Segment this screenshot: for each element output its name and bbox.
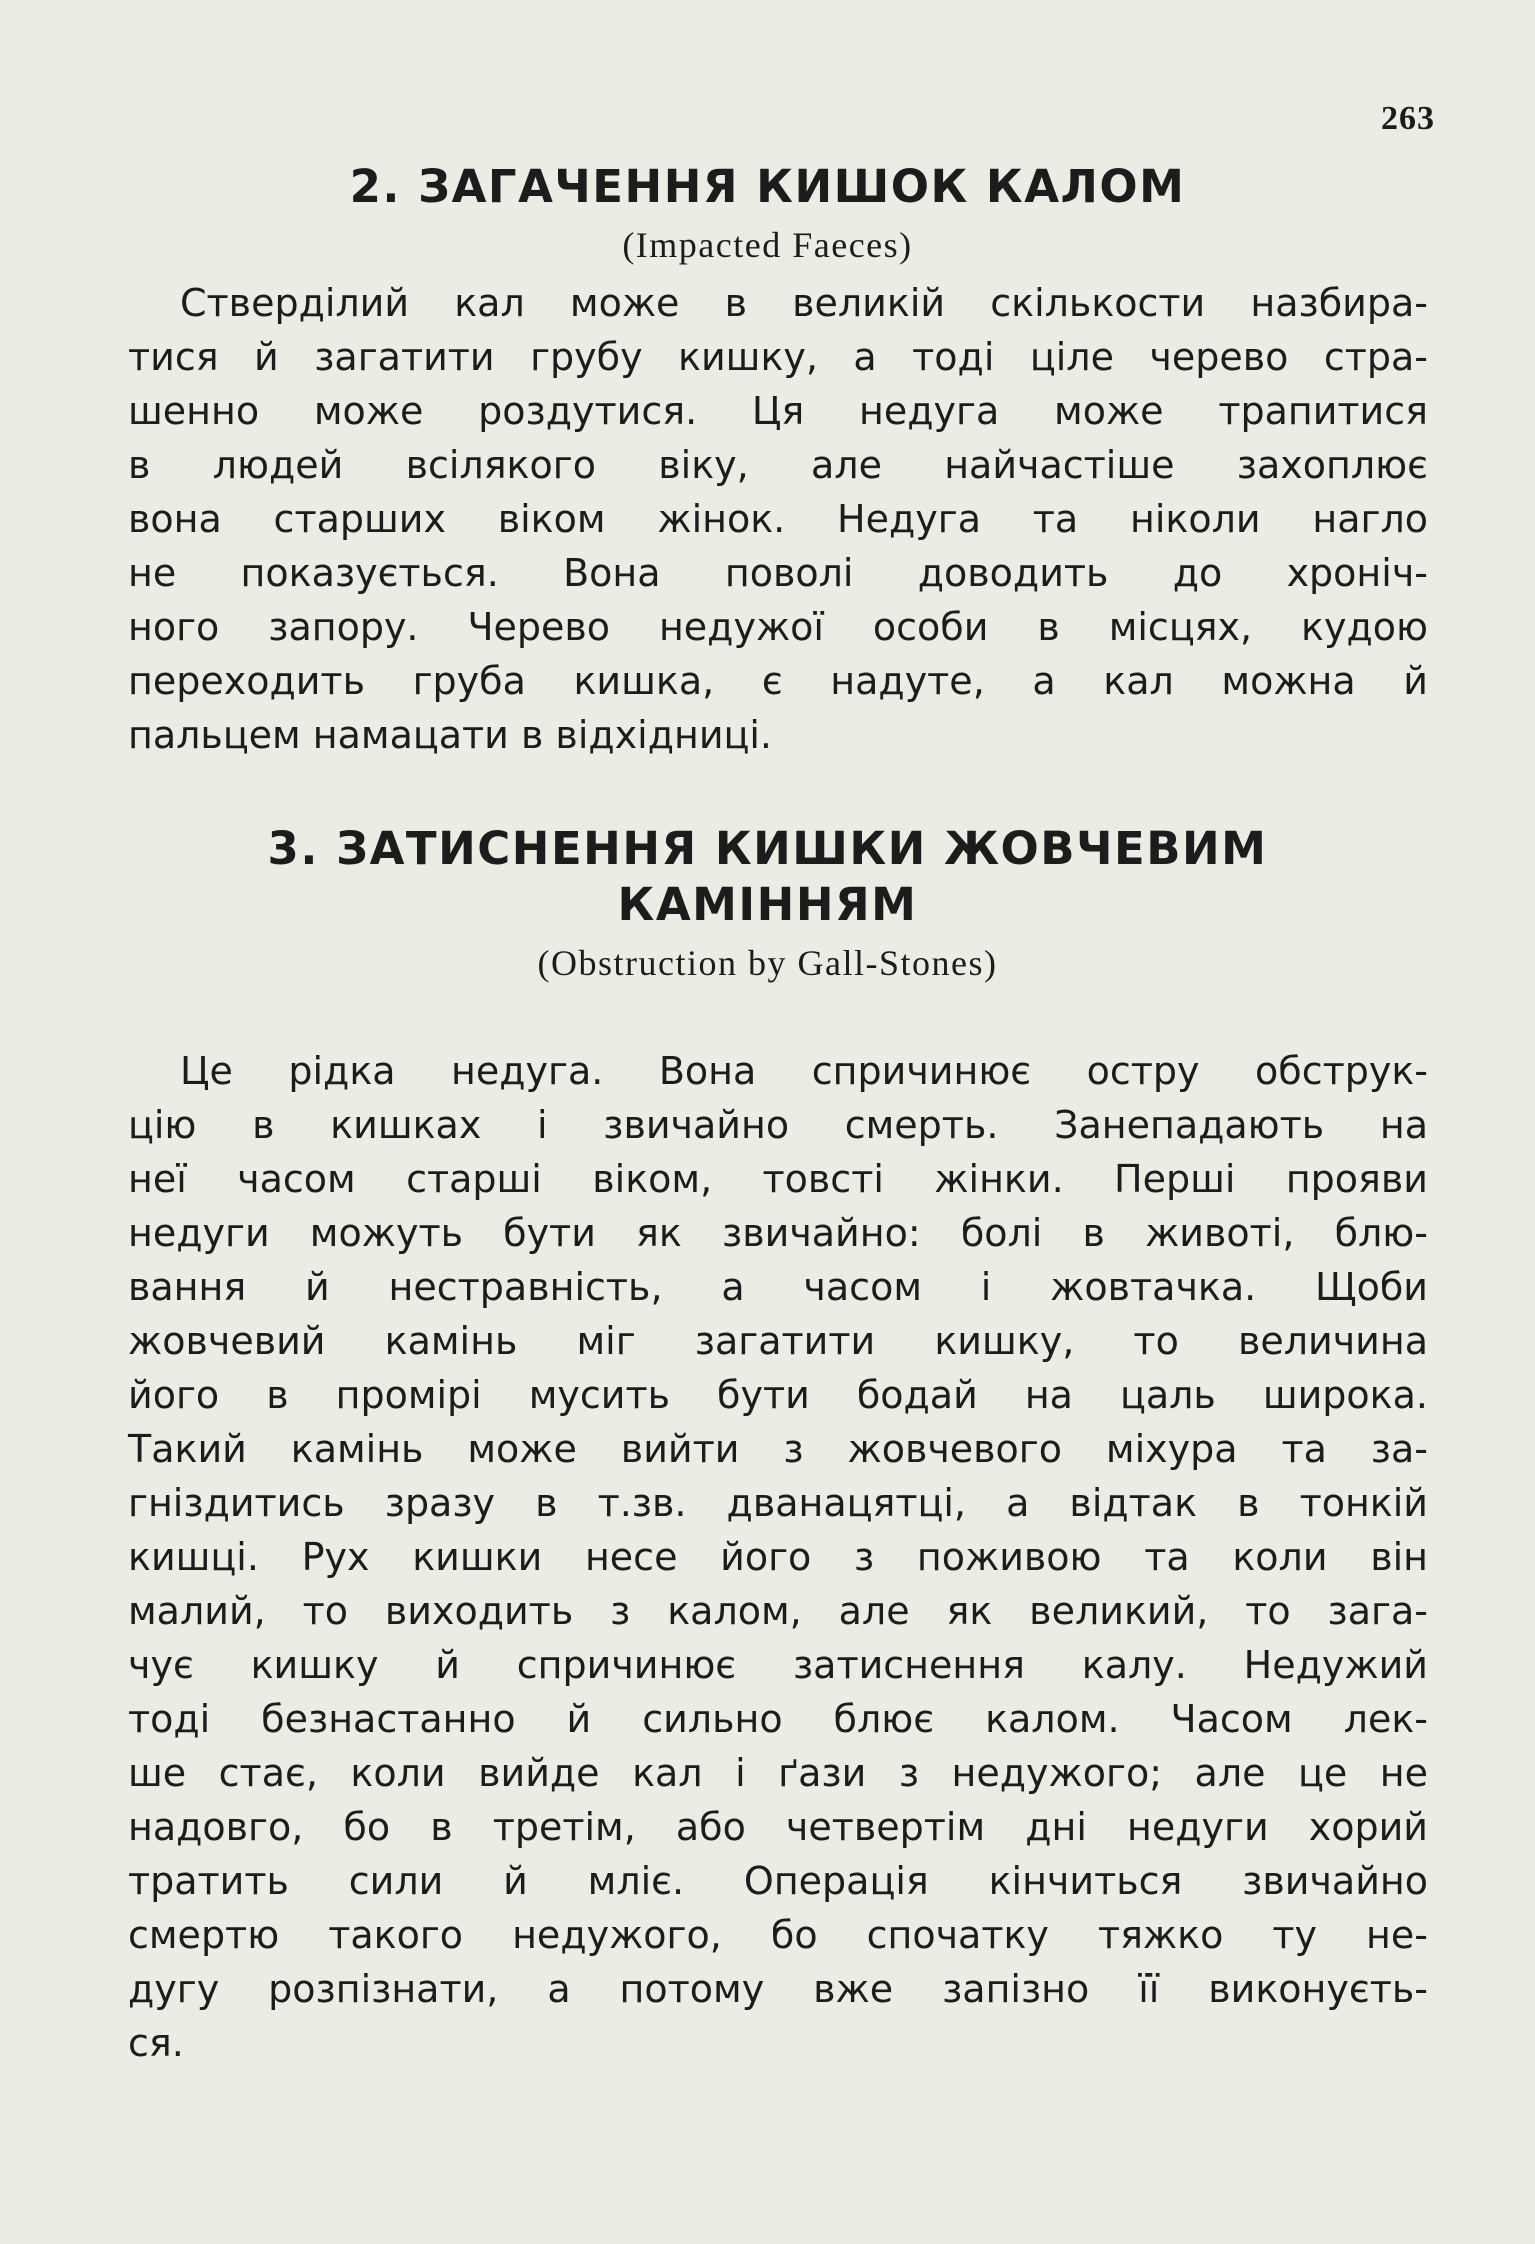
page-number: 263: [1381, 100, 1435, 137]
section-3-line: кишці. Рух кишки несе його з поживою та коли він: [128, 1535, 1428, 1579]
section-2-line: в людей всілякого віку, але найчастіше захоплює: [128, 443, 1428, 487]
section-3-title-line-2: КАМІННЯМ: [617, 878, 918, 931]
section-2-line: тися й загатити грубу кишку, а тоді ціле черево стра-: [128, 335, 1428, 379]
section-3-title-line-1: 3. ЗАТИСНЕННЯ КИШКИ ЖОВЧЕВИМ: [267, 822, 1268, 875]
section-3-line: смертю такого недужого, бо спочатку тяжко ту не-: [128, 1913, 1428, 1957]
section-3-subtitle: (Obstruction by Gall-Stones): [537, 943, 998, 983]
section-3-line: Такий камінь може вийти з жовчевого міхура та за-: [128, 1427, 1428, 1471]
section-2-line: шенно може роздутися. Ця недуга може трапитися: [128, 389, 1428, 433]
section-2-line: вона старших віком жінок. Недуга та ніколи нагло: [128, 497, 1428, 541]
section-3-line: тоді безнастанно й сильно блює калом. Часом лек-: [128, 1697, 1428, 1741]
section-3-line: вання й нестравність, а часом і жовтачка. Щоби: [128, 1265, 1428, 1309]
section-2-line: не показується. Вона поволі доводить до хроніч-: [128, 551, 1428, 595]
section-3-line: ся.: [128, 2021, 184, 2065]
section-3-line: ше стає, коли вийде кал і ґази з недужого; але це не: [128, 1751, 1428, 1795]
section-3-line: жовчевий камінь міг загатити кишку, то величина: [128, 1319, 1428, 1363]
section-2-title: 2. ЗАГАЧЕННЯ КИШОК КАЛОМ: [349, 160, 1186, 213]
section-3-line: чує кишку й спричинює затиснення калу. Недужий: [128, 1643, 1428, 1687]
section-3-line: його в промірі мусить бути бодай на цаль широка.: [128, 1373, 1428, 1417]
section-2-line: пальцем намацати в відхідниці.: [128, 713, 773, 757]
section-3-line: неї часом старші віком, товсті жінки. Перші прояви: [128, 1157, 1428, 1201]
section-3-line: недуги можуть бути як звичайно: болі в животі, блю-: [128, 1211, 1428, 1255]
section-2-line: ного запору. Черево недужої особи в місцях, кудою: [128, 605, 1428, 649]
section-3-line: Це рідка недуга. Вона спричинює остру обструк-: [180, 1049, 1428, 1093]
section-3-line: цію в кишках і звичайно смерть. Занепадають на: [128, 1103, 1428, 1147]
section-2-subtitle: (Impacted Faeces): [622, 225, 913, 265]
section-3-line: гніздитись зразу в т.зв. дванацятці, а відтак в тонкій: [128, 1481, 1428, 1525]
section-3-line: малий, то виходить з калом, але як великий, то зага-: [128, 1589, 1428, 1633]
section-2-line: Стверділий кал може в великій скількости назбира-: [180, 281, 1428, 325]
section-3-line: дугу розпізнати, а потому вже запізно її виконуєть-: [128, 1967, 1428, 2011]
section-3-line: надовго, бо в третім, або четвертім дні недуги хорий: [128, 1805, 1428, 1849]
section-2-line: переходить груба кишка, є надуте, а кал можна й: [128, 659, 1428, 703]
section-3-line: тратить сили й мліє. Операція кінчиться звичайно: [128, 1859, 1428, 1903]
